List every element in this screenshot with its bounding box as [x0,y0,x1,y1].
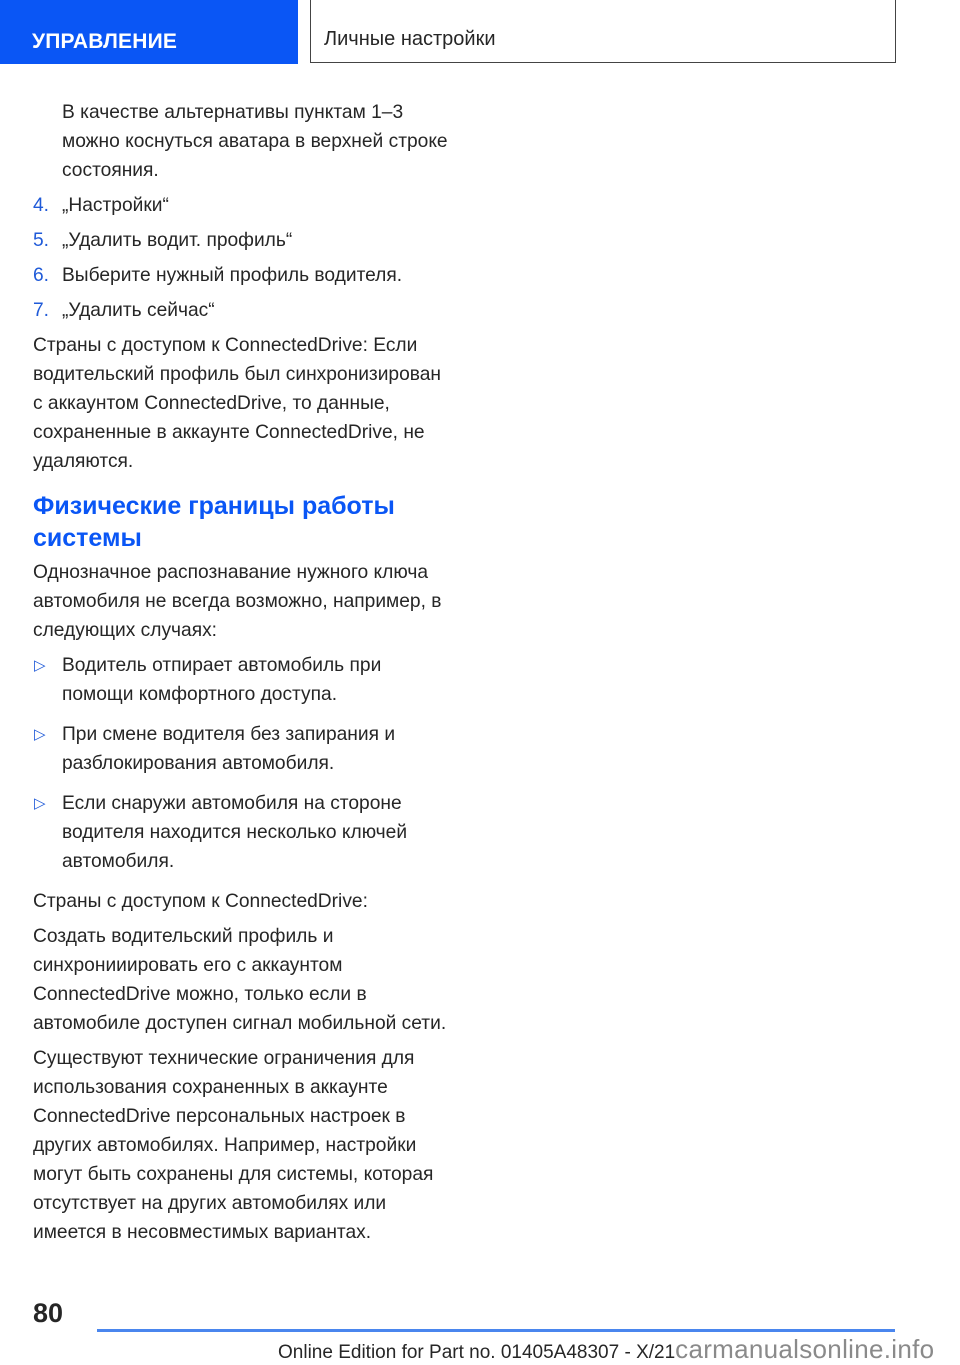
step-text: „Удалить водит. профиль“ [62,230,293,251]
section-heading: Физические границы работы системы [33,492,395,552]
steps-list [33,191,453,325]
intro-paragraph: В качестве альтернативы пунктам 1–3 можно коснуться аватара в верхней строке состояния. [62,102,448,181]
step-number: 5. [33,230,50,251]
triangle-bullet-icon: ▷ [34,726,46,743]
countries-label: Страны с доступом к ConnectedDrive: [33,891,368,912]
edition-text: Online Edition for Part no. 01405A48307 - X/21 [278,1342,676,1363]
footer [278,1334,934,1365]
section-header [0,0,298,64]
bullet-text: Водитель отпирает автомобиль при помощи комфортного доступа. [62,655,382,705]
list-item [33,191,453,220]
section-title: УПРАВЛЕНИЕ [32,30,178,53]
connecteddrive-note: Страны с доступом к ConnectedDrive: Если водительский профиль был синхронизирован с аккаунтом ConnectedDrive, то данные, сохраненные в аккаунте ConnectedDrive, не удаляются. [33,335,442,472]
list-item [33,789,453,876]
bullet-text: Если снаружи автомобиля на стороне водителя находится несколько ключей автомобиля. [62,793,408,872]
step-text: Выберите нужный профиль водителя. [62,265,403,286]
list-item [33,296,453,325]
triangle-bullet-icon: ▷ [34,657,46,674]
step-number: 6. [33,265,50,286]
triangle-bullet-icon: ▷ [34,795,46,812]
bullet-list [33,651,453,876]
limits-paragraph: Существуют технические ограничения для использования сохраненных в аккаунте ConnectedDrive персональных настроек в других автомобилях. Например, настройки могут быть сохранены для системы, которая отсутствует на других автомобилях или имеется в несовместимых вариантах. [33,1048,434,1243]
page-number: 80 [33,1298,64,1328]
page-content [33,98,453,1253]
section-intro: Однозначное распознавание нужного ключа автомобиля не всегда возможно, например, в следующих случаях: [33,562,442,641]
topic-title: Личные настройки [324,28,496,50]
countries-paragraph: Создать водительский профиль и синхронииировать его с аккаунтом ConnectedDrive можно, только если в автомобиле доступен сигнал мобильной сети. [33,926,447,1034]
step-text: „Удалить сейчас“ [62,300,215,321]
watermark-link[interactable]: carmanualsonline.info [675,1334,935,1364]
list-item [33,720,453,778]
footer-divider [97,1329,895,1332]
step-number: 4. [33,195,50,216]
bullet-text: При смене водителя без запирания и разблокирования автомобиля. [62,724,396,774]
step-number: 7. [33,300,50,321]
list-item [33,651,453,709]
step-text: „Настройки“ [62,195,169,216]
list-item [33,226,453,255]
topic-header [310,0,896,63]
list-item [33,261,453,290]
